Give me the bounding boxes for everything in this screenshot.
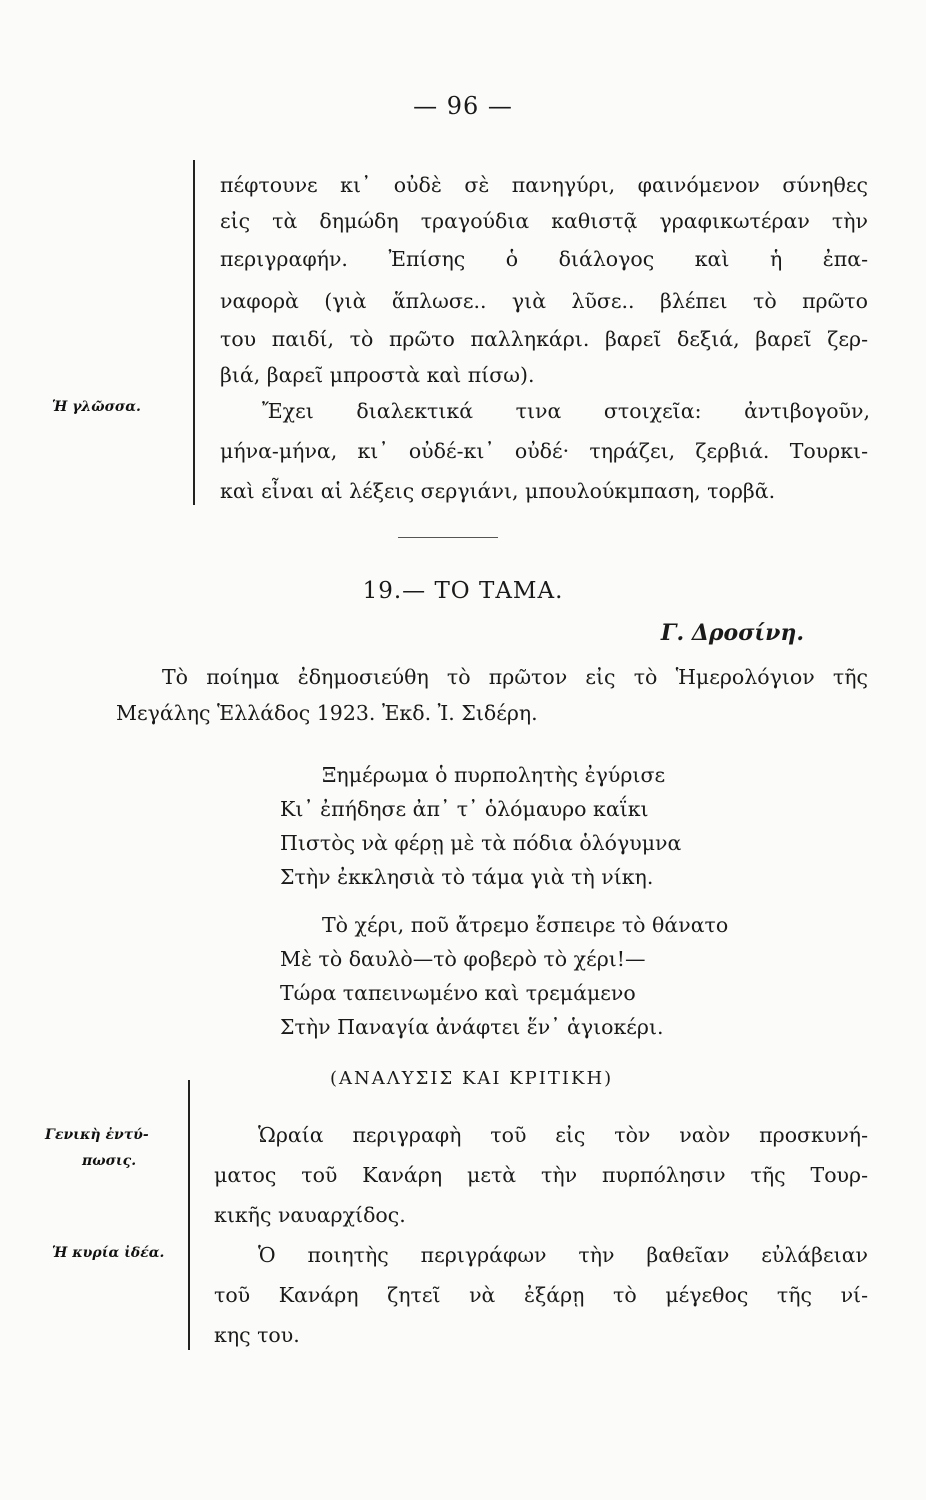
poem-author: Γ. Δροσίνη. (660, 620, 804, 646)
analysis-line: ματος τοῦ Κανάρη μετὰ τὴν πυρπόλησιν τῆς Τουρ- (214, 1163, 868, 1187)
publication-note-line: Μεγάλης Ἑλλάδος 1923. Ἐκδ. Ἰ. Σιδέρη. (116, 701, 538, 725)
analysis-line: τοῦ Κανάρη ζητεῖ νὰ ἐξάρῃ τὸ μέγεθος τῆς νί- (214, 1283, 868, 1307)
poem-verse: Τὸ χέρι, ποῦ ἄτρεμο ἔσπειρε τὸ θάνατο (322, 913, 729, 937)
poem-verse: Τώρα ταπεινωμένο καὶ τρεμάμενο (280, 981, 636, 1005)
analysis-heading: (ΑΝΑΛΥΣΙΣ ΚΑΙ ΚΡΙΤΙΚΗ) (330, 1068, 614, 1089)
margin-note-language: Ἡ γλῶσσα. (52, 399, 141, 415)
paragraph-line: Ἔχει διαλεκτικά τινα στοιχεῖα: ἀντιβογοῦν, (262, 399, 870, 423)
analysis-line: Ὁ ποιητὴς περιγράφων τὴν βαθεῖαν εὐλάβειαν (258, 1243, 868, 1267)
paragraph-line: πέφτουνε κι᾿ οὐδὲ σὲ πανηγύρι, φαινόμενον σύνηθες (220, 173, 868, 197)
paragraph-line: εἰς τὰ δημώδη τραγούδια καθιστᾷ γραφικωτέραν τὴν (220, 209, 868, 233)
analysis-line: Ὡραία περιγραφὴ τοῦ εἰς τὸν ναὸν προσκυνή- (258, 1123, 868, 1147)
paragraph-line: του παιδί, τὸ πρῶτο παλληκάρι. βαρεῖ δεξιά, βαρεῖ ζερ- (220, 327, 868, 351)
poem-title: 19.— ΤΟ ΤΑΜΑ. (362, 578, 564, 604)
paragraph-line: μήνα-μήνα, κι᾿ οὐδέ-κι᾿ οὐδέ· τηράζει, ζερβιά. Τουρκι- (220, 439, 868, 463)
poem-verse: Στὴν ἐκκλησιὰ τὸ τάμα γιὰ τὴ νίκη. (280, 865, 654, 889)
separator-rule (398, 537, 498, 538)
poem-verse: Στὴν Παναγία ἀνάφτει ἕν᾿ ἁγιοκέρι. (280, 1015, 664, 1039)
analysis-line: κικῆς ναυαρχίδος. (214, 1203, 406, 1227)
paragraph-line: καὶ εἶναι αἱ λέξεις σεργιάνι, μπουλούκμπαση, τορβᾶ. (220, 479, 776, 503)
analysis-line: κης του. (214, 1323, 300, 1347)
margin-note-general-impression-2: πωσις. (82, 1153, 137, 1169)
margin-rule-top (193, 160, 195, 505)
margin-note-main-idea: Ἡ κυρία ἰδέα. (52, 1245, 165, 1261)
paragraph-line: ναφορὰ (γιὰ ἅπλωσε.. γιὰ λῦσε.. βλέπει τὸ πρῶτο (220, 289, 868, 313)
poem-verse: Μὲ τὸ δαυλὸ—τὸ φοβερὸ τὸ χέρι!— (280, 947, 646, 971)
publication-note-line: Τὸ ποίημα ἐδημοσιεύθη τὸ πρῶτον εἰς τὸ Ἡμερολόγιον τῆς (162, 665, 868, 689)
margin-rule-bottom (188, 1080, 190, 1350)
margin-note-general-impression-1: Γενικὴ ἐντύ- (45, 1127, 149, 1143)
paragraph-line: περιγραφήν. Ἐπίσης ὁ διάλογος καὶ ἡ ἐπα- (220, 247, 868, 271)
paragraph-line: βιά, βαρεῖ μπροστὰ καὶ πίσω). (220, 363, 535, 387)
poem-verse: Κι᾿ ἐπήδησε ἀπ᾿ τ᾿ ὁλόμαυρο καΐκι (280, 797, 649, 821)
page-number: — 96 — (413, 92, 513, 120)
poem-verse: Πιστὸς νὰ φέρῃ μὲ τὰ πόδια ὁλόγυμνα (280, 831, 682, 855)
poem-verse: Ξημέρωμα ὁ πυρπολητὴς ἐγύρισε (322, 763, 666, 787)
